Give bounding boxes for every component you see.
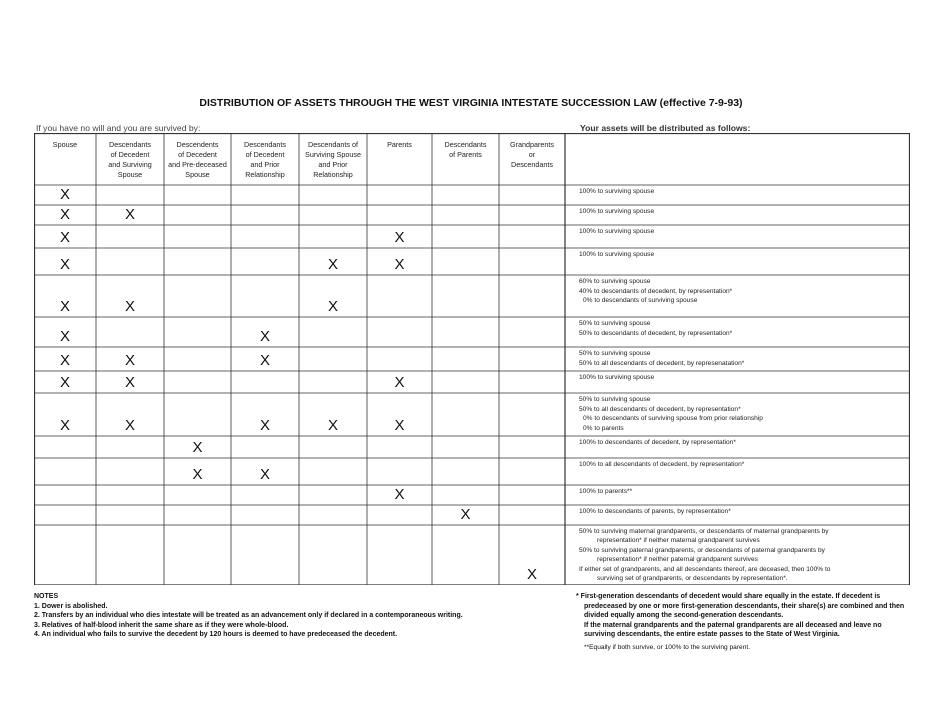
footnote-line: surviving descendants, the entire estate passes to the State of West Virginia.	[584, 631, 840, 639]
column-header-line: of Decedent	[245, 150, 285, 159]
distribution-line: 50% to surviving spouse	[579, 350, 651, 357]
distribution-line: 100% to surviving spouse	[579, 208, 655, 215]
column-header-line: Parents	[387, 140, 412, 149]
selection-mark: X	[59, 298, 70, 315]
distribution-line: 100% to descendants of decedent, by representation*	[579, 439, 736, 446]
distribution-line: 50% to all descendants of decedent, by representation*	[579, 405, 741, 413]
distribution-line: 40% to descendants of decedent, by representation*	[579, 287, 733, 295]
column-header-line: Descendants	[511, 160, 553, 169]
column-header-line: or	[528, 150, 536, 159]
distribution-line: 50% to surviving spouse	[579, 396, 651, 403]
distribution-line: 100% to surviving spouse	[579, 374, 655, 381]
distribution-line: 100% to parents**	[579, 488, 633, 495]
column-header-line: Spouse	[52, 140, 78, 149]
distribution-line: 0% to parents	[583, 424, 624, 432]
distribution-result	[579, 187, 654, 197]
column-header	[432, 140, 499, 160]
selection-mark: X	[394, 486, 405, 503]
column-header	[499, 140, 565, 170]
distribution-result	[579, 395, 763, 433]
survived-by-subtitle: If you have no will and you are survived by:	[36, 123, 201, 133]
distribution-result	[579, 507, 731, 517]
distribution-line: 50% to all descendants of decedent, by represenatation*	[579, 360, 745, 367]
selection-mark: X	[526, 566, 537, 583]
distribution-result	[579, 319, 732, 339]
selection-mark: X	[59, 256, 70, 273]
selection-mark: X	[327, 298, 338, 315]
distribution-line: 0% to descendants of surviving spouse from prior relationship	[583, 415, 763, 422]
selection-mark: X	[124, 417, 135, 434]
column-header-line: of Parents	[449, 150, 482, 159]
selection-mark: X	[259, 466, 270, 483]
column-header-line: and Pre-deceased	[168, 160, 227, 169]
selection-mark: X	[327, 417, 338, 434]
note-item: 3. Relatives of half-blood inherit the same share as if they were whole-blood.	[34, 621, 289, 629]
distribution-line: If either set of grandparents, and all descendants thereof, are deceased, then 100% to	[579, 565, 831, 573]
note-item: 4. An individual who fails to survive the decedent by 120 hours is deemed to have predeceased the decedent.	[34, 631, 398, 639]
distribution-line: 50% to descendants of decedent, by representation*	[579, 330, 733, 337]
column-header-line: Surviving Spouse	[305, 150, 361, 159]
column-header-line: Relationship	[245, 170, 285, 179]
column-header-line: and Prior	[318, 160, 348, 169]
selection-mark: X	[259, 328, 270, 345]
selection-mark: X	[394, 256, 405, 273]
distribution-result	[579, 250, 654, 260]
selection-mark: X	[59, 374, 70, 391]
note-item: 1. Dower is abolished.	[34, 602, 108, 610]
selection-mark: X	[59, 186, 70, 203]
footnote-line: divided equally among the second-generation descendants.	[584, 612, 784, 620]
note-item: 2. Transfers by an individual who dies intestate will be treated as an advancement only if declared in a contemporaneous writing.	[34, 612, 463, 620]
selection-mark: X	[59, 352, 70, 369]
distribution-result	[579, 349, 744, 369]
distribution-result	[579, 460, 744, 470]
column-header-line: Relationship	[313, 170, 353, 179]
column-header-line: and Prior	[250, 160, 280, 169]
column-header	[164, 140, 231, 180]
selection-mark: X	[327, 256, 338, 273]
column-header	[34, 140, 96, 150]
selection-mark: X	[192, 439, 203, 456]
footnote-line: If the maternal grandparents and the paternal grandparents are all deceased and leave no	[584, 621, 882, 629]
column-header-line: of Decedent	[110, 150, 150, 159]
distribution-line: 100% to surviving spouse	[579, 188, 655, 195]
selection-mark: X	[59, 417, 70, 434]
selection-mark: X	[124, 374, 135, 391]
notes-heading: NOTES	[34, 593, 59, 600]
selection-mark: X	[259, 352, 270, 369]
column-header	[367, 140, 432, 150]
column-header-line: Descendants	[109, 140, 151, 149]
selection-mark: X	[394, 374, 405, 391]
column-header-line: Spouse	[185, 170, 210, 179]
selection-mark: X	[192, 466, 203, 483]
page-title: DISTRIBUTION OF ASSETS THROUGH THE WEST VIRGINIA INTESTATE SUCCESSION LAW (effective 7-9-93)	[199, 97, 743, 109]
distribution-line: 100% to all descendants of decedent, by representation*	[579, 461, 745, 468]
column-header	[299, 140, 367, 180]
selection-mark: X	[124, 206, 135, 223]
distribution-line: 100% to surviving spouse	[579, 228, 655, 235]
selection-mark: X	[460, 506, 471, 523]
distribution-line: 50% to surviving spouse	[579, 320, 651, 327]
column-header-line: and Surviving	[108, 160, 152, 169]
distribution-line: 0% to descendants of surviving spouse	[583, 297, 698, 304]
distribution-line: representation* if neither maternal grandparent survives	[597, 537, 760, 545]
footnote-line: * First-generation descendants of decedent would share equally in the estate. If decedent is	[576, 593, 881, 600]
selection-mark: X	[394, 229, 405, 246]
footnote-line: predeceased by one or more first-generation descendants, their share(s) are combined and then	[584, 602, 905, 610]
column-header-line: Descendants	[244, 140, 286, 149]
distribution-line: 60% to surviving spouse	[579, 278, 651, 285]
column-header-line: of Decedent	[178, 150, 217, 159]
distribution-result	[579, 207, 654, 217]
distribution-line: 100% to descendants of parents, by representation*	[579, 508, 731, 515]
column-header-line: Descendants	[444, 140, 487, 149]
column-header	[96, 140, 164, 180]
selection-mark: X	[59, 328, 70, 345]
column-header-line: Descendents	[176, 140, 219, 149]
distribution-result	[579, 277, 732, 306]
selection-mark: X	[124, 298, 135, 315]
distribution-result	[579, 227, 654, 237]
distribution-result	[579, 487, 632, 497]
footnote-line: **Equally if both survive, or 100% to the surviving parent.	[584, 643, 751, 651]
column-header-line: Descendants of	[308, 140, 358, 149]
distribution-line: 50% to surviving maternal grandparents, or descendants of maternal grandparents by	[579, 528, 829, 535]
selection-mark: X	[124, 352, 135, 369]
distribution-line: 100% to surviving spouse	[579, 251, 655, 258]
notes-section	[34, 592, 463, 640]
column-header-line: Grandparents	[510, 140, 554, 149]
distribution-result	[579, 438, 736, 448]
selection-mark: X	[59, 229, 70, 246]
succession-table	[34, 133, 910, 585]
column-header-line: Spouse	[117, 170, 143, 179]
distribution-line: 50% to surviving paternal grandparents, or descendants of paternal grandparents by	[579, 546, 825, 554]
footnotes-section	[576, 592, 910, 653]
distribution-line: surviving set of grandparents, or descendants by representation*.	[597, 575, 788, 583]
selection-mark: X	[59, 206, 70, 223]
distribution-result	[579, 373, 654, 383]
distribution-result	[579, 527, 830, 583]
selection-mark: X	[259, 417, 270, 434]
column-header	[231, 140, 299, 180]
distribution-subtitle: Your assets will be distributed as follows:	[580, 123, 751, 133]
distribution-line: representation* if neither paternal grandparent survives	[597, 556, 758, 564]
selection-mark: X	[394, 417, 405, 434]
